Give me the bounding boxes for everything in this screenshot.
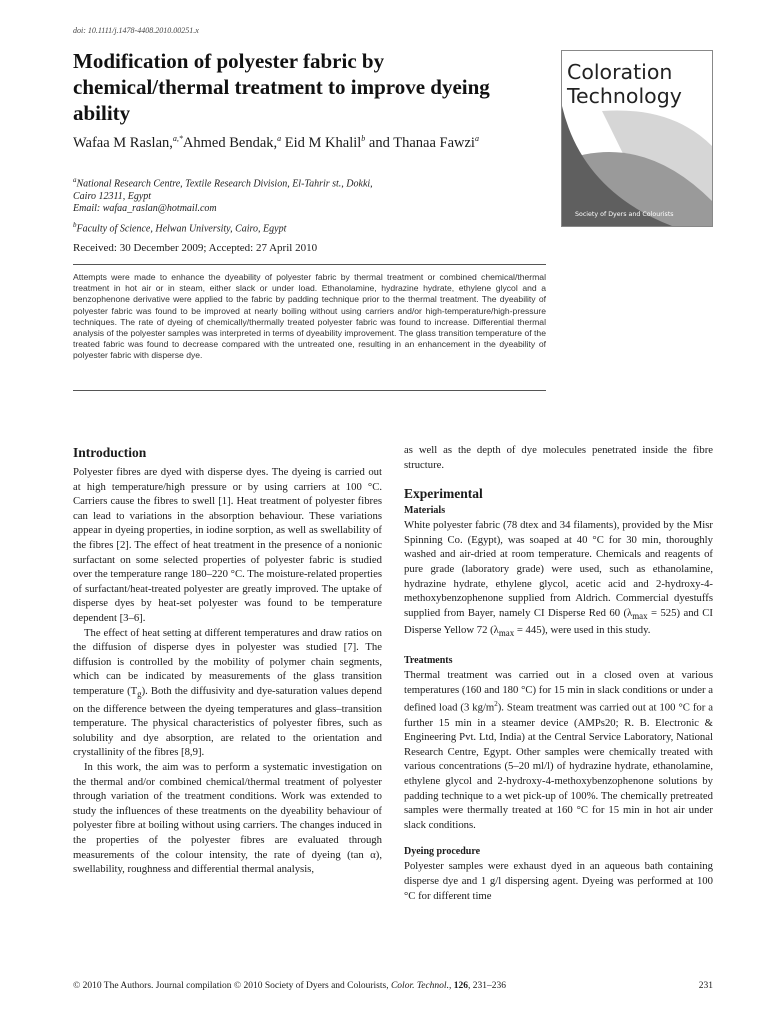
affiliation-a: [73, 174, 373, 216]
paragraph: [404, 518, 713, 641]
page-range: , 231–236: [467, 981, 506, 991]
paragraph: [404, 668, 713, 832]
section-heading-introduction: Introduction: [73, 445, 147, 460]
paragraph: Polyester samples were exhaust dyed in an aqueous bath containing disperse dye and 1 g/l dispersing agent. Dyeing was performed at 100 °C for different time: [404, 860, 713, 902]
page-footer: [73, 981, 713, 991]
page-number: 231: [698, 981, 713, 991]
abstract: Attempts were made to enhance the dyeability of polyester fabric by thermal treatment or combined chemical/thermal treatment in hot air or in steam, either slack or under load. Ethanolamine, hydrazine hydrate, ethylene glycol and a benzophenone derivative were applied to the fabric by padding technique prior to the thermal treatment. The dyeability of polyester fabric was found to be improved at nearly boiling without using carriers and/or high-temperature/high-pressure techniques. The rate of dyeing of chemically/thermally treated polyester fabric was found to increase. Differential thermal analysis of the polyester samples was interpreted in terms of dyeability improvement. The glass transition temperature of the treated fabric was found to decrease compared with the untreated one, resulting in an enhancement in the dyeability of polyester fabric with disperse dye.: [73, 272, 546, 361]
paragraph-text: White polyester fabric (78 dtex and 34 filaments), provided by the Misr Spinning Co. (Egypt), was soaped at 40 °C for 30 min, thoroughly washed and air-dried at room temperature. Chemicals and reagents of pure grade (laboratory grade) were used, such as ethanolamine, hydrazine hydrate, ethylene glycol, acetic acid and 2-hydroxy-4-methoxybenzophenone supplied from Aldrich. Commercial dyestuffs supplied from Bayer, namely CI Disperse Red 60 (λ: [404, 519, 713, 619]
copyright: © 2010 The Authors. Journal compilation © 2010 Society of Dyers and Colourists,: [73, 981, 391, 991]
subscript: max: [632, 610, 648, 621]
paragraph: In this work, the aim was to perform a systematic investigation on the thermal and/or combined chemical/thermal treatment of polyester through variation of the treatment conditions. Work was extended to study the influences of these treatments on the dyeability behaviour of polyester fibre at boiling without using carriers. The changes induced in the properties of the polyester fibres are evaluated through measurements of the colour intensity, the rate of dyeing (tan α), swellability, roughness and differential thermal analysis,: [73, 761, 382, 876]
author-name: Eid M Khalil: [281, 134, 362, 151]
author-list: [73, 130, 543, 152]
paragraph: Polyester fibres are dyed with disperse dyes. The dyeing is carried out at high temperature/high pressure or by using carriers at 100 °C. Carriers cause the fibres to swell [1]. Heat treatment of polyester fibres can lead to variations in the absorption behaviour. These variations appear in dyeing properties, in iodine sorption, as well as swellability of the fibres [2]. The effect of heat treatment in the presence of a nonionic surfactant on some selected properties of polyester fabric is studied over the temperature range 180–220 °C. The moisture-related properties of surfactant/heat-treated polyester are greatly improved. The uptake of disperse dyes by heat-set polyester was found to be temperature dependent [3–6].: [73, 466, 382, 624]
affil-line: Faculty of Science, Helwan University, Cairo, Egypt: [76, 223, 287, 235]
subscript: g: [137, 689, 142, 700]
author-affil-mark: b: [361, 134, 366, 143]
author-name: and Thanaa Fawzi: [365, 134, 475, 151]
author-name: Wafaa M Raslan,: [73, 134, 173, 151]
subsection-heading-treatments: Treatments: [404, 655, 453, 667]
received-dates: Received: 30 December 2009; Accepted: 27 April 2010: [73, 242, 318, 254]
affil-line: Cairo 12311, Egypt: [73, 190, 152, 202]
journal-name: [567, 60, 682, 108]
affil-mark: b: [73, 221, 77, 229]
paragraph-text: Thermal treatment was carried out in a closed oven at various temperatures (160 and 180 °C) for 15 min in slack conditions or under a defined load (3 kg/m: [404, 669, 713, 714]
subscript: max: [498, 628, 515, 639]
paragraph-text: = 525) and CI Disperse Yellow 72 (λ: [404, 606, 713, 637]
column-right: [404, 443, 713, 903]
author-affil-mark: a: [474, 134, 479, 143]
author-affil-mark: a: [277, 134, 282, 143]
journal-name-line1: Coloration: [567, 60, 673, 84]
author-name: Ahmed Bendak,: [182, 134, 278, 151]
doi: doi: 10.1111/j.1478-4408.2010.00251.x: [73, 26, 199, 35]
author-affil-mark: a,: [172, 134, 179, 143]
publisher-label: Society of Dyers and Colourists: [575, 211, 674, 218]
journal-name-line2: Technology: [567, 84, 682, 108]
subsection-heading-materials: Materials: [404, 505, 446, 517]
affiliation-b: [73, 219, 286, 236]
paper-title: Modification of polyester fabric by chemical/thermal treatment to improve dyeing ability: [73, 49, 490, 125]
journal-cover: [561, 50, 713, 227]
paragraph: [73, 626, 382, 760]
paragraph: as well as the depth of dye molecules penetrated inside the fibre structure.: [404, 444, 713, 471]
section-heading-experimental: Experimental: [404, 486, 483, 502]
column-left: [73, 443, 382, 877]
paragraph-text: The effect of heat setting at different temperatures and draw ratios on the diffusion of disperse dyes in polyester was studied [7]. The diffusion is controlled by the mobility of polymer chain segments, which can be indicated by measurements of the glass transition temperature (T: [73, 626, 382, 697]
subsection-heading-dyeing: Dyeing procedure: [404, 846, 481, 858]
separator: ,: [448, 981, 454, 991]
superscript: 2: [494, 700, 498, 709]
affil-mark: a: [73, 176, 77, 184]
corresponding-mark: *: [178, 134, 183, 143]
abstract-bottom-rule: [73, 390, 546, 391]
affil-line: National Research Centre, Textile Research Division, El-Tahrir st., Dokki,: [76, 178, 373, 190]
affil-email: Email: wafaa_raslan@hotmail.com: [73, 203, 217, 215]
paragraph-text: ). Steam treatment was carried out at 100 °C for a further 15 min in a steamer device (AMPs20; R. B. Electronic & Engineering Pvt. Ltd, India) at the Central Service Laboratory, National Research Centre, Egypt. Other samples were chemically treated with various concentrations (5–20 ml/l) of hydrazine hydrate, ethanolamine, ethylene glycol and 2-hydroxy-4-methoxybenzophenone solutions by padding technique to a wet pick-up of 100%. The chemically pretreated samples were thermally treated at 160 °C for 15 min in hot air under slack conditions.: [404, 701, 714, 831]
paragraph-text: ). Both the diffusivity and dye-saturation values depend on the difference between the dyeing temperatures and glass–transition temperature. The physical characteristics of polyester fibres, such as solubility and dye absorption, are related to the orientation and crystallinity of the fibres [8,9].: [73, 684, 382, 759]
volume: 126: [453, 981, 468, 991]
journal-abbrev: Color. Technol.: [390, 981, 449, 991]
paragraph-text: = 445), were used in this study.: [514, 624, 651, 637]
abstract-top-rule: [73, 264, 546, 265]
